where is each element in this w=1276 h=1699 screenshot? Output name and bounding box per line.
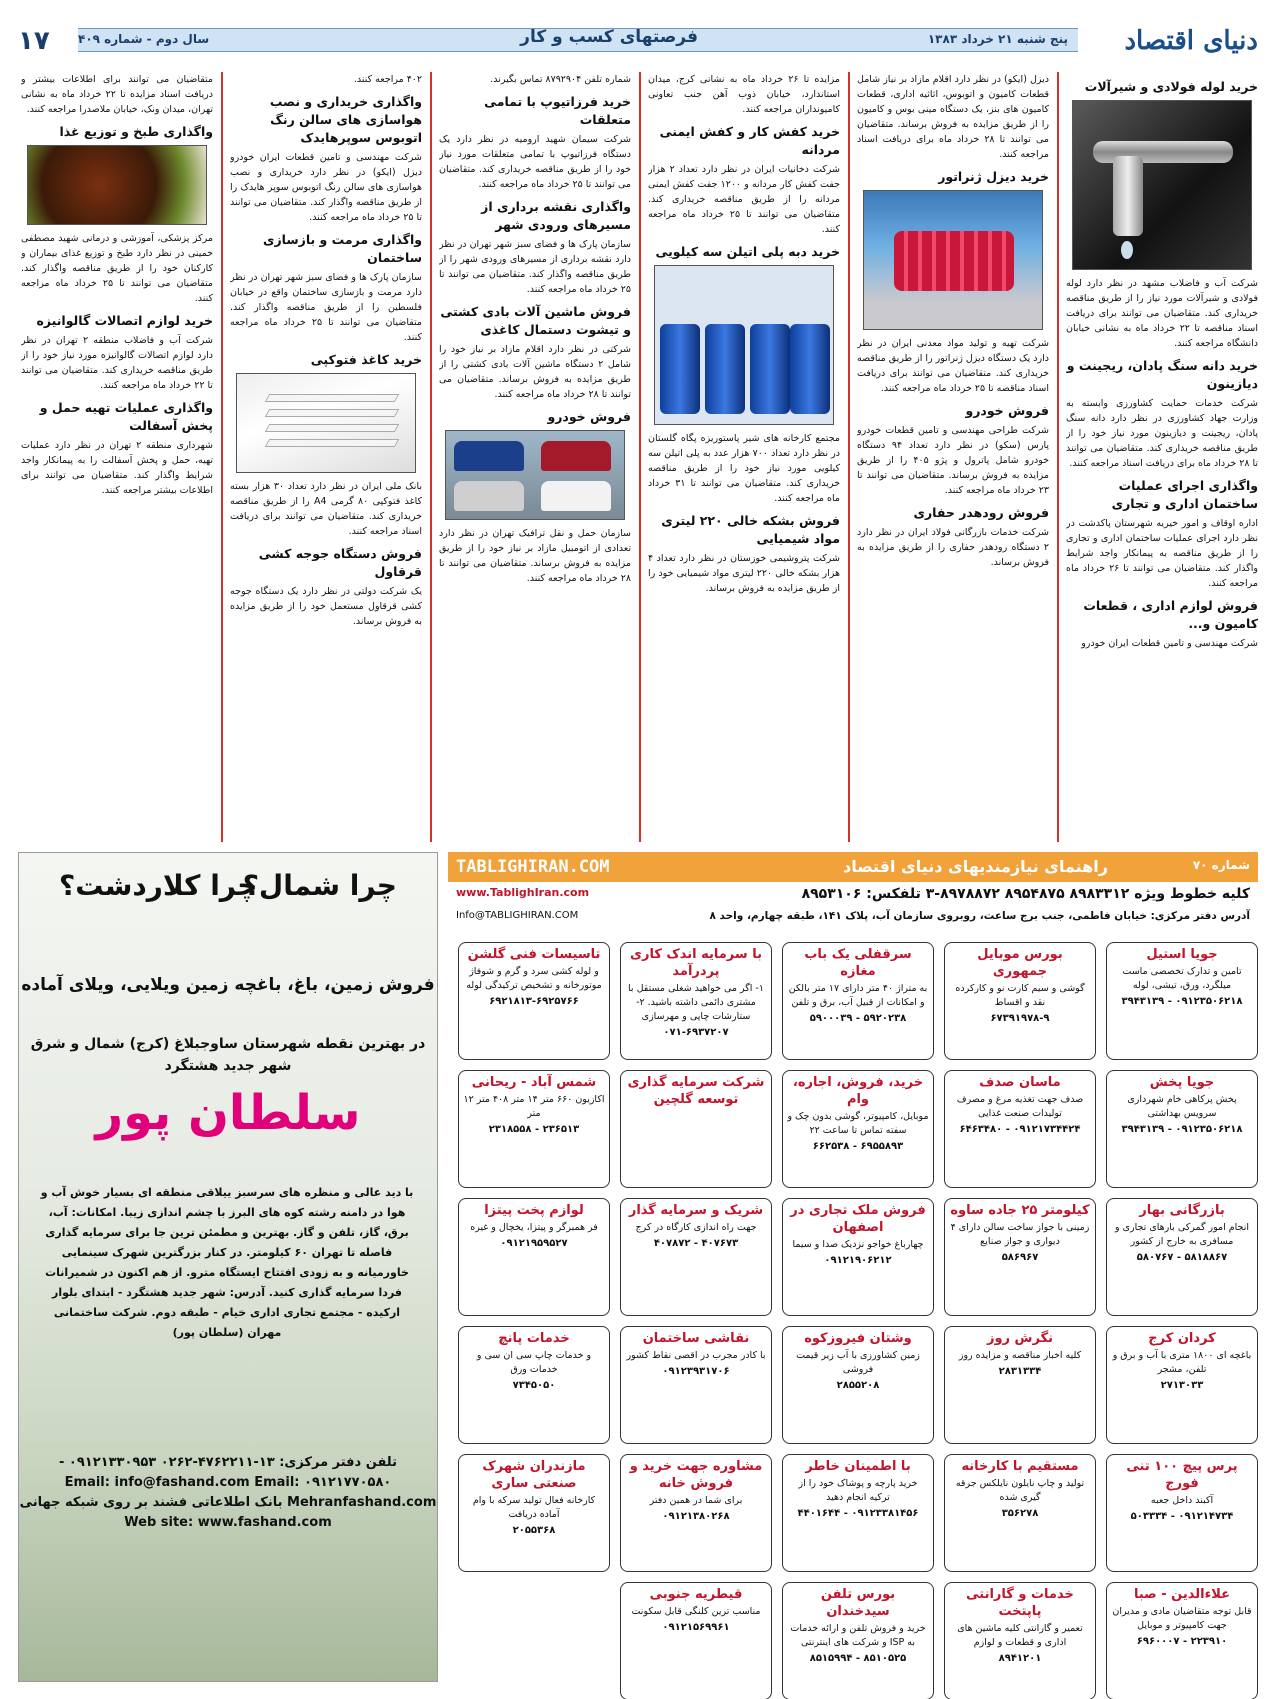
- classified-ad-phone: ۰۹۱۲۱۳۸۰۲۶۸: [662, 1511, 730, 1522]
- article-headline: فروش دستگاه جوجه کشی قرقاول: [258, 546, 422, 579]
- classified-ad: [620, 1582, 772, 1699]
- classified-ad-phone: ۳۹۴۳۱۳۹ - ۰۹۱۲۳۵۰۶۲۱۸: [1121, 1124, 1243, 1135]
- classified-ad: [944, 1326, 1096, 1444]
- classified-ad-title: نقاشی ساختمان: [642, 1331, 750, 1346]
- article-body: بانک ملی ایران در نظر دارد تعداد ۳۰ هزار بسته کاغذ فتوکپی ۸۰ گرمی A4 را از طریق مناقصه خریداری کند. متقاضیان می توانند برای دریافت اسناد مراجعه کنند.: [230, 481, 422, 537]
- article-body: اداره اوقاف و امور خیریه شهرستان پاکدشت در نظر دارد اجرای عملیات ساختمان اداری و تجاری را از طریق مناقصه به پیمانکار واجد شرایط واگذار کند. متقاضیان می توانند تا ۲۶ خرداد ماه مراجعه کنند.: [1066, 518, 1258, 589]
- classified-ad-phone: ۲۸۳۱۳۳۴: [998, 1366, 1042, 1377]
- classified-ad-phone: ۵۸۶۹۶۷: [1001, 1252, 1039, 1263]
- classified-ad: [620, 1454, 772, 1572]
- diesel-photo: [863, 190, 1043, 330]
- classified-ad-title: جویا استیل: [1146, 947, 1218, 962]
- classified-ad: [1106, 1326, 1258, 1444]
- issue-number: سال دوم - شماره ۴۰۹: [78, 32, 210, 46]
- classifieds-title: راهنمای نیازمندیهای دنیای اقتصاد: [842, 857, 1108, 876]
- classified-ad: [620, 1198, 772, 1316]
- classified-ad-text: صدف جهت تغذیه مرغ و مصرف تولیدات صنعت غذایی: [956, 1094, 1084, 1119]
- classified-ad-title: فروش ملک تجاری در اصفهان: [790, 1203, 926, 1235]
- article-headline: خرید لوله فولادی و شیرآلات: [1084, 79, 1258, 94]
- article-headline: واگذاری اجرای عملیات ساختمان اداری و تجاری: [1111, 478, 1258, 511]
- classified-ad: [458, 1454, 610, 1572]
- classified-ad-text: برای شما در همین دفتر: [649, 1495, 743, 1506]
- article-body: شماره تلفن ۸۷۹۲۹۰۴ تماس بگیرند.: [490, 74, 631, 85]
- classified-ad-phone: ۰۹۱۲۳۹۳۱۷۰۶: [662, 1366, 730, 1377]
- classified-ad-phone: ۸۹۴۱۲۰۱: [998, 1653, 1042, 1664]
- classified-ad: [1106, 1454, 1258, 1572]
- classified-ad-phone: ۶۹۲۱۸۱۳-۶۹۲۵۷۶۶: [489, 996, 579, 1007]
- article-headline: واگذاری خریداری و نصب هواسازی های سالن رنگ اتوبوس سوپرهایدک: [269, 94, 422, 145]
- classified-ad-text: با کادر مجرب در اقصی نقاط کشور: [626, 1350, 766, 1361]
- classified-ad-phone: ۶۶۲۵۳۸ - ۶۹۵۵۸۹۳: [812, 1141, 904, 1152]
- article-body: شرکتی در نظر دارد اقلام مازاد بر نیاز خود را شامل ۲ دستگاه ماشین آلات بادی کشتی را از طریق مزایده به فروش برساند. متقاضیان می توانند تا ۲۸ خرداد ماه مراجعه کنند.: [439, 344, 631, 400]
- section-title: فرصتهای کسب و کار: [520, 27, 698, 47]
- classified-ad-title: مازندران شهرک صنعتی ساری: [482, 1459, 586, 1491]
- classified-ad-text: تعمیر و گارانتی کلیه ماشین های اداری و قطعات و لوازم: [957, 1623, 1083, 1648]
- issue-date: پنج شنبه ۲۱ خرداد ۱۳۸۳: [927, 32, 1068, 46]
- classified-ad: [782, 1198, 934, 1316]
- classified-ad-text: انجام امور گمرکی بارهای تجاری و مسافری به خارج از کشور: [1115, 1222, 1249, 1247]
- classified-ad-text: موبایل، کامپیوتر، گوشی بدون چک و سفته تماس تا ساعت ۲۲: [787, 1111, 929, 1136]
- classified-ad-title: شمس آباد - ریحانی: [471, 1075, 597, 1090]
- classified-ad: [944, 942, 1096, 1060]
- classified-ad-text: خرید پارچه و پوشاک خود را از ترکیه انجام دهید: [798, 1478, 918, 1503]
- classified-ad-text: چهارباغ خواجو نزدیک صدا و سیما: [792, 1239, 924, 1250]
- article-headline: خرید کفش کار و کفش ایمنی مردانه: [659, 124, 840, 157]
- ad-brand: سلطان پور: [95, 1085, 361, 1141]
- classifieds-phones: کلیه خطوط ویژه ۸۹۸۳۳۱۲ ۸۹۵۴۸۷۵ ۸۹۷۸۸۷۲-۳ تلفکس: ۸۹۵۳۱۰۶: [801, 886, 1250, 902]
- classified-ad-text: پخش پرکاهی خام شهرداری سرویس بهداشتی: [1127, 1094, 1237, 1119]
- classified-ad: [944, 1198, 1096, 1316]
- classified-ad-title: جویا پخش: [1149, 1075, 1215, 1090]
- article-headline: خرید لوازم اتصالات گالوانیزه: [36, 313, 213, 328]
- classified-ad-phone: ۶۴۶۳۴۸۰ - ۰۹۱۲۱۷۳۴۴۲۴: [959, 1124, 1081, 1135]
- classified-ad-text: کارخانه فعال تولید سرکه با وام آماده دریافت: [472, 1495, 596, 1520]
- classified-ad-title: با سرمایه اندک کاری پردرآمد: [630, 947, 762, 979]
- article-body: متقاضیان می توانند برای اطلاعات بیشتر و دریافت اسناد مزایده تا ۲۲ خرداد ماه به نشانی تهران، میدان ونک، خیابان ملاصدرا مراجعه کنند.: [21, 74, 213, 115]
- article-body: شرکت سیمان شهید ارومیه در نظر دارد یک دستگاه فرزاتیوپ با تمامی متعلقات مورد نیاز خود را از طریق مناقصه خریداری کند. متقاضیان می توانند تا ۲۵ خرداد ماه مراجعه کنند.: [439, 134, 631, 190]
- article-body: شرکت خدمات حمایت کشاورزی وابسته به وزارت جهاد کشاورزی در نظر دارد دانه سنگ پادان، ریجینت و دیازینون مورد نیاز خود را از طریق مناقصه خریداری کند. متقاضیان می توانند تا ۲۸ خرداد ماه برای دریافت اسناد مراجعه کنند.: [1066, 398, 1258, 469]
- article-column: [439, 72, 631, 842]
- food-photo: [27, 145, 207, 225]
- classified-ad-phone: ۶۷۳۹۱۹۷۸-۹: [990, 1013, 1050, 1024]
- ad-offer: فروش زمین، باغ، باغچه زمین ویلایی، ویلای آماده: [21, 975, 435, 995]
- article-body: شرکت آب و فاضلاب مشهد در نظر دارد لوله فولادی و شیرآلات مورد نیاز را از طریق مناقصه خریداری کند. متقاضیان می توانند برای دریافت اسناد مناقصه تا ۲۲ خرداد ماه به نشانی خیابان دانشگاه مراجعه کنند.: [1066, 278, 1258, 349]
- classified-ad-text: اکازیون ۶۶۰ متر ۱۴ متر ۴۰۸ متر ۱۲ متر: [463, 1094, 605, 1119]
- article-column: [21, 72, 213, 842]
- article-headline: فروش خودرو: [965, 403, 1049, 418]
- classified-ad-text: و لوله کشی سرد و گرم و شوفاژ موتورخانه و تشخیص ترکیدگی لوله: [466, 966, 602, 991]
- classified-ad-title: بورس موبایل جمهوری: [977, 947, 1063, 979]
- drums-photo: [654, 265, 834, 425]
- column-divider: [848, 72, 850, 842]
- cars-photo: [445, 430, 625, 520]
- classified-ad-text: باغچه ای ۱۸۰۰ متری با آب و برق و تلفن، مشجر: [1112, 1350, 1252, 1375]
- classified-ad-title: شریک و سرمایه گذار: [628, 1203, 764, 1218]
- article-headline: خرید فرزاتیوپ با تمامی متعلقات: [484, 94, 631, 127]
- classifieds-site: TABLIGHIRAN.COM: [456, 857, 610, 877]
- classified-ad: [782, 1070, 934, 1188]
- classifieds-info: [448, 884, 1258, 934]
- classified-ad-title: با اطمینان خاطر: [805, 1459, 911, 1474]
- classified-ad-text: قابل توجه متقاضیان مادی و مدیران جهت کامپیوتر و موبایل: [1112, 1606, 1252, 1631]
- classified-ad-text: زمینی با جواز ساخت سالن دارای ۴ دیواری و جواز صنایع: [950, 1222, 1090, 1247]
- classified-ad: [782, 942, 934, 1060]
- pipe-photo: [1072, 100, 1252, 270]
- article-body: سازمان پارک ها و فضای سبز شهر تهران در نظر دارد نقشه برداری از مسیرهای ورودی شهر را از طریق مناقصه واگذار کند. متقاضیان می توانند تا ۲۵ خرداد ماه مراجعه کنند.: [439, 239, 631, 295]
- classified-ad-title: نگرش روز: [986, 1331, 1054, 1346]
- classified-ad-phone: ۵۸۰۷۶۷ - ۵۸۱۸۸۶۷: [1136, 1252, 1228, 1263]
- classified-ad-phone: ۲۸۵۵۲۰۸: [836, 1380, 880, 1391]
- article-headline: فروش بشکه خالی ۲۲۰ لیتری مواد شیمیایی: [661, 513, 840, 546]
- article-body: شرکت مهندسی و تامین قطعات ایران خودرو: [1081, 638, 1258, 649]
- article-body: شرکت آب و فاضلاب منطقه ۲ تهران در نظر دارد لوازم اتصالات گالوانیزه مورد نیاز خود را از طریق مناقصه خریداری کند. متقاضیان می توانند تا ۲۲ خرداد ماه مراجعه کنند.: [21, 335, 213, 391]
- paper-photo: [236, 373, 416, 473]
- classified-ad: [620, 942, 772, 1060]
- article-headline: واگذاری عملیات تهیه حمل و پخش آسفالت: [39, 400, 213, 433]
- classified-ad-phone: ۲۰۵۵۳۶۸: [512, 1525, 556, 1536]
- page-number: ۱۷: [18, 26, 50, 56]
- article-body: مرکز پزشکی، آموزشی و درمانی شهید مصطفی خمینی در نظر دارد طبخ و توزیع غذای بیماران و کارکنان خود را از طریق مناقصه واگذار کند. متقاضیان می توانند تا ۲۵ خرداد ماه مراجعه کنند.: [21, 233, 213, 304]
- classified-ad: [620, 1070, 772, 1188]
- article-body: سازمان حمل و نقل ترافیک تهران در نظر دارد تعدادی از اتومبیل مازاد بر نیاز خود را از طریق مزایده به فروش برساند. متقاضیان می توانند تا ۲۸ خرداد ماه مراجعه کنند.: [439, 528, 631, 584]
- classified-ad-title: مستقیم با کارخانه: [961, 1459, 1079, 1474]
- classified-ad-phone: ۵۰۳۳۳۴ - ۰۹۱۲۱۴۷۳۴: [1130, 1511, 1234, 1522]
- article-headline: واگذاری طبخ و توزیع غذا: [59, 124, 213, 139]
- classified-ad-title: خدمات و گارانتی پاپتخت: [966, 1587, 1074, 1619]
- classified-ad-text: خرید و فروش تلفن و ارائه خدمات به ISP و شرکت های اینترنتی: [790, 1623, 926, 1648]
- classified-ad-text: و خدمات چاپ سی ان سی و خدمات ورق: [476, 1350, 592, 1375]
- column-divider: [639, 72, 641, 842]
- classified-ad-title: بازرگانی بهار: [1139, 1203, 1225, 1218]
- classified-ad: [944, 1582, 1096, 1699]
- article-headline: خرید دانه سنگ پادان، ریجینت و دیازینون: [1066, 358, 1258, 391]
- article-body: شرکت خدمات بازرگانی فولاد ایران در نظر دارد ۲ دستگاه رودهدر حفاری را از طریق مزایده به فروش برساند.: [857, 527, 1049, 568]
- classifieds-web-link[interactable]: www.TablighIran.com: [456, 886, 590, 899]
- classified-ad-title: کیلومتر ۲۵ جاده ساوه: [950, 1203, 1090, 1218]
- classified-ad-text: ۱- اگر می خواهید شغلی مستقل با مشتری دائمی داشته باشید. ۲- ستارشات چاپی و مهرسازی: [628, 983, 764, 1022]
- article-body: شرکت طراحی مهندسی و تامین قطعات خودرو پارس (سکو) در نظر دارد تعداد ۹۴ دستگاه خودرو شامل پاترول و پژو ۴۰۵ را از طریق مزایده به فروش برساند. متقاضیان می توانند تا ۲۳ خرداد ماه مراجعه کنند.: [857, 425, 1049, 496]
- article-body: ۴۰۲ مراجعه کنند.: [353, 74, 422, 85]
- classified-ad: [782, 1582, 934, 1699]
- article-body: شرکت مهندسی و تامین قطعات ایران خودرو دیزل (ایکو) در نظر دارد خریداری و نصب هواسازی های سالن رنگ اتوبوس سوپر هایدک را از طریق مناقصه واگذار کند. متقاضیان می توانند تا ۲۵ خرداد ماه مراجعه کنند.: [230, 152, 422, 223]
- classified-ad: [458, 1326, 610, 1444]
- classified-ad-text: گوشی و سیم کارت نو و کارکرده نقد و اقساط: [955, 983, 1085, 1008]
- classified-ad-phone: ۴۰۷۸۷۲ - ۴۰۷۶۷۳: [653, 1238, 739, 1249]
- classified-ad-text: آکبند داخل جعبه: [1150, 1495, 1214, 1506]
- classifieds-title-bar: [448, 852, 1258, 882]
- classified-ad-title: شرکت سرمایه گذاری توسعه گلچین: [627, 1075, 765, 1107]
- article-headline: فروش لوازم اداری ، قطعات کامیون و...: [1083, 598, 1258, 631]
- ad-headline-north: چرا شمال؟: [242, 869, 397, 902]
- newspaper-logo: دنیای اقتصاد: [1124, 26, 1258, 56]
- classified-ad-title: کردان کرج: [1148, 1331, 1216, 1346]
- classified-ad-phone: ۷۳۴۵۰۵۰: [512, 1380, 556, 1391]
- article-headline: خرید کاغذ فتوکپی: [310, 352, 422, 367]
- article-columns: [18, 72, 1258, 842]
- article-body: سازمان پارک ها و فضای سبز شهر تهران در نظر دارد مرمت و بازسازی ساختمان واقع در خیابان فلسطین را از طریق مناقصه واگذار کند. متقاضیان می توانند تا ۲۵ خرداد ماه مراجعه کنند.: [230, 272, 422, 343]
- article-headline: واگذاری نقشه برداری از مسیرهای ورودی شهر: [481, 199, 631, 232]
- classified-ad-phone: ۶۹۶۰۰۰۷ - ۲۲۳۹۱۰: [1136, 1636, 1228, 1647]
- classified-ad-phone: ۰۹۱۲۱۹۰۶۲۱۲: [824, 1255, 892, 1266]
- classified-ad: [458, 1070, 610, 1188]
- classified-ad-title: سرقفلی یک باب مغازه: [804, 947, 912, 979]
- article-body: شرکت پتروشیمی خوزستان در نظر دارد تعداد ۴ هزار بشکه خالی ۲۲۰ لیتری مواد شیمیایی خود را از طریق مزایده به فروش برساند.: [648, 553, 840, 594]
- article-body: شرکت دخانیات ایران در نظر دارد تعداد ۲ هزار جفت کفش کار مردانه و ۱۲۰۰ جفت کفش ایمنی مردانه را از طریق مناقصه خریداری کند. متقاضیان می توانند تا ۲۵ خرداد ماه مراجعه کنند.: [648, 164, 840, 235]
- article-headline: خرید دیزل ژنراتور: [938, 169, 1049, 184]
- classified-ad: [944, 1454, 1096, 1572]
- article-headline: فروش رودهدر حفاری: [913, 505, 1049, 520]
- article-body: شهرداری منطقه ۲ تهران در نظر دارد عملیات تهیه، حمل و پخش آسفالت را به پیمانکار واجد شرایط واگذار کند. متقاضیان می توانند برای اطلاعات بیشتر مراجعه کنند.: [21, 440, 213, 496]
- classified-ad: [782, 1326, 934, 1444]
- classified-ad-phone: ۰۹۱۲۱۹۵۹۵۲۷: [500, 1238, 568, 1249]
- ad-headline-kelardasht: چرا کلاردشت؟: [59, 869, 258, 902]
- classified-ad: [944, 1070, 1096, 1188]
- article-headline: واگذاری مرمت و بازسازی ساختمان: [262, 232, 422, 265]
- classified-ad-text: جهت راه اندازی کارگاه در کرج: [635, 1222, 757, 1233]
- classifieds-email-link[interactable]: Info@TABLIGHIRAN.COM: [456, 910, 579, 921]
- classified-ad-title: وشتان فیروزکوه: [804, 1331, 912, 1346]
- classifieds-address: آدرس دفتر مرکزی: خیابان فاطمی، جنب برج ساعت، روبروی سازمان آب، پلاک ۱۴۱، طبقه چهارم، واحد ۸: [709, 910, 1250, 922]
- ad-contact: تلفن دفتر مرکزی: ۱۳-۴۷۶۲۲۱۱-۰۲۶۲ ۰۹۱۲۱۳۳۰۹۵۳ - ۰۹۱۲۱۷۷۰۵۸۰ Email: info@fashand.com Email: Mehranfashand.com بانک اطلاعاتی فشند بر روی شبکه جهانی Web site: www.fashand.com: [19, 1455, 437, 1530]
- classified-ad-title: تاسیسات فنی گلشن: [467, 947, 601, 962]
- classified-ad-title: پرس پیچ ۱۰۰ تنی فورج: [1126, 1459, 1238, 1491]
- classified-ad-text: زمین کشاورزی با آب زیر قیمت فروشی: [796, 1350, 920, 1375]
- article-body: مجتمع کارخانه های شیر پاستوریزه پگاه گلستان در نظر دارد تعداد ۷۰۰ هزار عدد به پلی اتیلن سه کیلویی مورد نیاز خود را از طریق مناقصه خریداری کند. متقاضیان می توانند تا ۳۱ خرداد ماه مراجعه کنند.: [648, 433, 840, 504]
- classified-ad-phone: ۰۹۱۲۱۵۶۹۹۶۱: [662, 1622, 730, 1633]
- land-sale-ad: [18, 852, 438, 1682]
- classified-ad: [620, 1326, 772, 1444]
- classified-ad-title: مشاوره جهت خرید و فروش خانه: [629, 1459, 763, 1491]
- classified-ad-phone: ۳۹۴۳۱۳۹ - ۰۹۱۲۳۵۰۶۲۱۸: [1121, 996, 1243, 1007]
- article-column: [1066, 72, 1258, 842]
- classified-ad-title: قیطریه جنوبی: [649, 1587, 743, 1602]
- classified-ad-title: لوازم پخت پیتزا: [484, 1203, 584, 1218]
- classified-ad: [1106, 1198, 1258, 1316]
- classified-ad-phone: ۳۵۶۲۷۸: [1001, 1508, 1039, 1519]
- classifieds-section: [448, 852, 1258, 1682]
- article-headline: خرید دبه پلی اتیلن سه کیلویی: [655, 244, 840, 259]
- classified-ad: [458, 1198, 610, 1316]
- column-divider: [430, 72, 432, 842]
- classified-ad-text: کلیه اخبار مناقصه و مزایده روز: [958, 1350, 1082, 1361]
- classified-ad: [1106, 1582, 1258, 1699]
- article-body: شرکت تهیه و تولید مواد معدنی ایران در نظر دارد یک دستگاه دیزل ژنراتور را از طریق مناقصه خریداری کند. متقاضیان می توانند برای دریافت اسناد مناقصه تا ۲۵ خرداد ماه مراجعه کنند.: [857, 338, 1049, 394]
- article-column: [230, 72, 422, 842]
- classified-ad-phone: ۰۷۱-۶۹۳۷۲۰۷: [663, 1027, 729, 1038]
- classifieds-number: شماره ۷۰: [1192, 858, 1250, 872]
- classified-ad-text: تولید و چاپ نایلون نایلکس جرقه گیری شده: [955, 1478, 1085, 1503]
- article-body: یک شرکت دولتی در نظر دارد یک دستگاه جوجه کشی قرقاول مستعمل خود را از طریق مزایده به فروش برساند.: [230, 586, 422, 627]
- article-headline: فروش ماشین آلات بادی کشتی و تیشوت دستمال کاغذی: [440, 304, 631, 337]
- classified-ad-text: به متراژ ۴۰ متر دارای ۱۷ متر بالکن و امکانات از قبیل آب، برق و تلفن: [788, 983, 928, 1008]
- classified-ad-title: علاءالدین - صبا: [1133, 1587, 1231, 1602]
- classified-ad-title: خدمات پانچ: [498, 1331, 570, 1346]
- classified-ad-text: تامین و تدارک تخصصی ماست میلگرد، ورق، تیشی، لوله: [1122, 966, 1242, 991]
- classified-ad-phone: ۲۷۱۳۰۳۳: [1160, 1380, 1204, 1391]
- article-body: دیزل (ایکو) در نظر دارد اقلام مازاد بر نیاز شامل قطعات کامیون و اتوبوس، اثاثیه اداری، قطعات کامیون های بنز، یک دستگاه مینی بوس و کامیون را از طریق مزایده به فروش برساند. متقاضیان می توانند تا ۲۸ خرداد ماه برای دریافت اسناد مراجعه کنند.: [857, 74, 1049, 160]
- classified-ad-phone: ۸۵۱۵۹۹۴ - ۸۵۱۰۵۲۵: [809, 1653, 907, 1664]
- page-header: [18, 24, 1258, 58]
- classified-ad-phone: ۴۴۰۱۶۴۴ - ۰۹۱۲۳۳۸۱۴۵۶: [797, 1508, 919, 1519]
- ad-location: در بهترین نقطه شهرستان ساوجبلاغ (کرج) شمال و شرق شهر جدید هشتگرد: [30, 1036, 426, 1074]
- article-body: مزایده تا ۲۶ خرداد ماه به نشانی کرج، میدان استاندارد، خیابان ذوب آهن جنب تعاونی کامیونداران مراجعه کنند.: [648, 74, 840, 115]
- ad-body: با دید عالی و منظره های سرسبز ییلاقی منطقه ای بسیار خوش آب و هوا در دامنه رشته کوه های البرز با چشم اندازی زیبا. امکانات: آب، برق، گاز، تلفن و گاز. بهترین و مطمئن ترین جا برای سرمایه گذاری فاصله تا تهران ۶۰ کیلومتر. در کنار بزرگترین شهرک سینمایی خاورمیانه و به زودی افتتاح ایستگاه مترو. از هم اکنون در شمیرانات فردا سرمایه گذاری کنید. آدرس: شهر جدید هشتگرد - ابتدای بلوار ارکیده - مجتمع تجاری اداری خیام - طبقه دوم. شرکت ساختمانی مهران (سلطان پور): [40, 1186, 414, 1339]
- classified-ad-phone: ۵۹۰۰۰۳۹ - ۵۹۲۰۲۳۸: [809, 1013, 907, 1024]
- classified-ad-title: بورس تلفن سیدخندان: [820, 1587, 896, 1619]
- classified-ad-title: خرید، فروش، اجاره، وام: [792, 1075, 924, 1107]
- article-headline: فروش خودرو: [547, 409, 631, 424]
- classified-ad-phone: ۲۳۱۸۵۵۸ - ۲۳۶۵۱۳: [488, 1124, 580, 1135]
- classified-ad: [782, 1454, 934, 1572]
- article-column: [648, 72, 840, 842]
- classified-ad-text: مناسب ترین کلنگی قابل سکونت: [631, 1606, 761, 1617]
- column-divider: [1057, 72, 1059, 842]
- article-column: [857, 72, 1049, 842]
- classified-ad-title: ماسان صدف: [979, 1075, 1061, 1090]
- classified-ad: [458, 942, 610, 1060]
- classified-ad: [1106, 942, 1258, 1060]
- column-divider: [221, 72, 223, 842]
- classified-ad-text: فر همبرگر و پیتزا، یخچال و غیره: [470, 1222, 598, 1233]
- classified-ad: [1106, 1070, 1258, 1188]
